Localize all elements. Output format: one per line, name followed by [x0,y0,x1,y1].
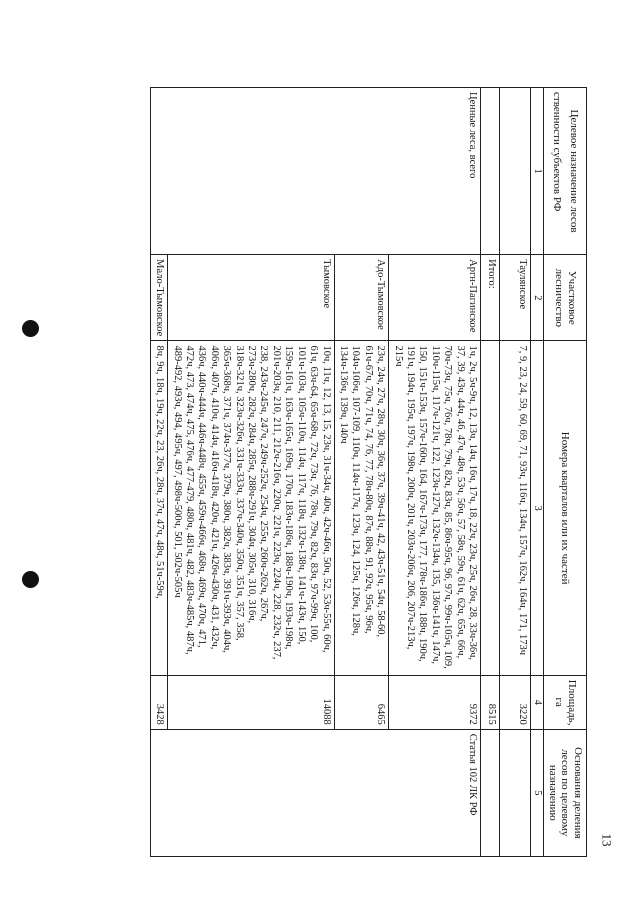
quarters-cell: 8ч, 9ч, 18ч, 19ч, 22ч, 23, 26ч, 28ч, 37ч, 47ч, 48ч, 51ч-59ч, [150,341,167,675]
forestry-cell: Мало-Тымовское [150,255,167,341]
header-area: Площадь, га [544,675,587,729]
column-number-row [531,88,545,857]
column-number: 3 [531,341,545,675]
column-number: 5 [531,729,545,856]
quarters-cell: 7, 9, 23, 24, 59, 60, 69, 71, 93ч, 116ч, 134ч, 157ч, 162ч, 164ч, 171, 173ч [500,341,531,675]
forest-purpose-table [150,87,587,857]
header-quarters: Номера кварталов или их частей [544,341,587,675]
table-header-row [544,88,587,857]
forestry-cell: Таулянское [500,255,531,341]
area-cell: 9372 [389,675,481,729]
column-number: 4 [531,675,545,729]
rotated-table-wrapper [65,87,587,857]
basis-cell [481,729,500,856]
table-row [389,88,481,857]
total-row [481,88,500,857]
total-area: 8515 [481,675,500,729]
punch-hole-icon [22,571,39,588]
table-row [500,88,531,857]
header-purpose: Целевое назначение лесов ственности субъектов РФ [544,88,587,255]
area-cell: 6465 [334,675,389,729]
quarters-cell: 1ч, 2ч, 5ч-9ч, 12, 13ч, 14ч, 16ч, 17ч, 18, 22ч, 23ч, 25ч, 26ч, 28, 33ч-36ч, 37, 39, 43ч, 44ч, 46, 47ч, 48ч, 53ч, 56ч, 57, 58ч, 59ч, 61ч, 62ч, 65ч, 66ч, 70ч-73ч, 75ч, 76ч, 78ч, 79ч, 82ч, 83ч, 85, 86ч-95ч, 96, 97ч, 99ч-105ч, 109, 110ч-115ч, 117ч-121ч, 122, 123ч-127ч, 132ч-134ч, 135, 136ч-141ч, 147ч, 150, 151ч-153ч, 157ч-160ч, 164, 167ч-173ч, 177, 178ч-186ч, 188ч, 190ч, 191ч, 194ч, 195ч, 197ч, 198ч, 200ч, 201ч, 203ч-206ч, 206, 207ч-213ч, 215ч [389,341,481,675]
column-number: 1 [531,88,545,255]
basis-cell: Статья 102 ЛК РФ [150,729,480,856]
quarters-cell: 23ч, 24ч, 27ч, 28ч, 30ч, 36ч, 37ч, 39ч-41ч, 42, 43ч-51ч, 54ч, 58-60, 61ч-67ч, 70ч, 71ч, 74, 76, 77, 78ч-80ч, 87ч, 88ч, 91, 92ч, 95ч, 96ч, 104ч-106ч, 107-109, 110ч, 114ч-117ч, 123ч, 124, 125ч, 126ч, 128ч, 134ч-136ч, 139ч, 140ч [334,341,389,675]
quarters-cell [481,341,500,675]
forestry-cell: Адо-Тымовское [334,255,389,341]
purpose-cell: Ценные леса, всего [150,88,480,255]
forestry-cell: Аргн-Пагинское [389,255,481,341]
area-cell: 14088 [168,675,334,729]
area-cell: 3428 [150,675,167,729]
purpose-cell [500,88,531,255]
area-cell: 3220 [500,675,531,729]
page-number: 13 [599,833,615,847]
purpose-cell [481,88,500,255]
header-forestry: Участковое лесничество [544,255,587,341]
forestry-cell: Тымовское [168,255,334,341]
punch-hole-icon [22,320,39,337]
column-number: 2 [531,255,545,341]
quarters-cell: 10ч, 11ч, 12, 13, 15, 23ч, 31ч-34ч, 40ч, 42ч-46ч, 50ч, 52, 53ч-55ч, 60ч, 61ч, 63ч-64, 65ч-68ч, 72ч, 73ч, 76, 78ч, 79ч, 82ч, 83ч, 97ч-99ч, 100, 101ч-103ч, 105ч-110ч, 114ч, 117ч, 118ч, 132ч-138ч, 141ч-143ч, 150, 159ч-161ч, 163ч-165ч, 169ч, 170ч, 183ч-186ч, 188ч-190ч, 193ч-198ч, 201ч-203ч, 210, 211, 212ч-216ч, 220ч, 221ч, 223ч, 224ч, 228, 232ч, 237, 238, 243ч-245ч, 247ч, 249ч-252ч, 254ч, 255ч, 260ч-262ч, 267ч, 273ч-280ч, 282ч, 284ч, 285ч, 288ч-291ч, 304ч, 305ч, 310, 316ч, 318ч-321ч, 323ч-326ч, 331ч-333ч, 337ч-340ч, 350ч, 351ч, 357, 358, 365ч-368ч, 371ч, 374ч-377ч, 379ч, 380ч, 382ч, 383ч, 391ч-393ч, 404ч, 406ч, 407ч, 410ч, 414ч, 416ч-418ч, 420ч, 421ч, 426ч-430ч, 431, 432ч, 436ч, 440ч-444ч, 446ч-448ч, 455ч, 459ч-466ч, 468ч, 469ч, 470ч, 471, 472ч, 473, 474ч, 475, 476ч, 477-479, 480ч, 481ч, 482, 483ч-485ч, 487ч, 489-492, 493ч, 494, 495ч, 497, 498ч-500ч, 501, 502ч-505ч [168,341,334,675]
header-basis: Основания деления лесов по целевому назначению [544,729,587,856]
total-label: Итого: [481,255,500,341]
basis-cell [500,729,531,856]
